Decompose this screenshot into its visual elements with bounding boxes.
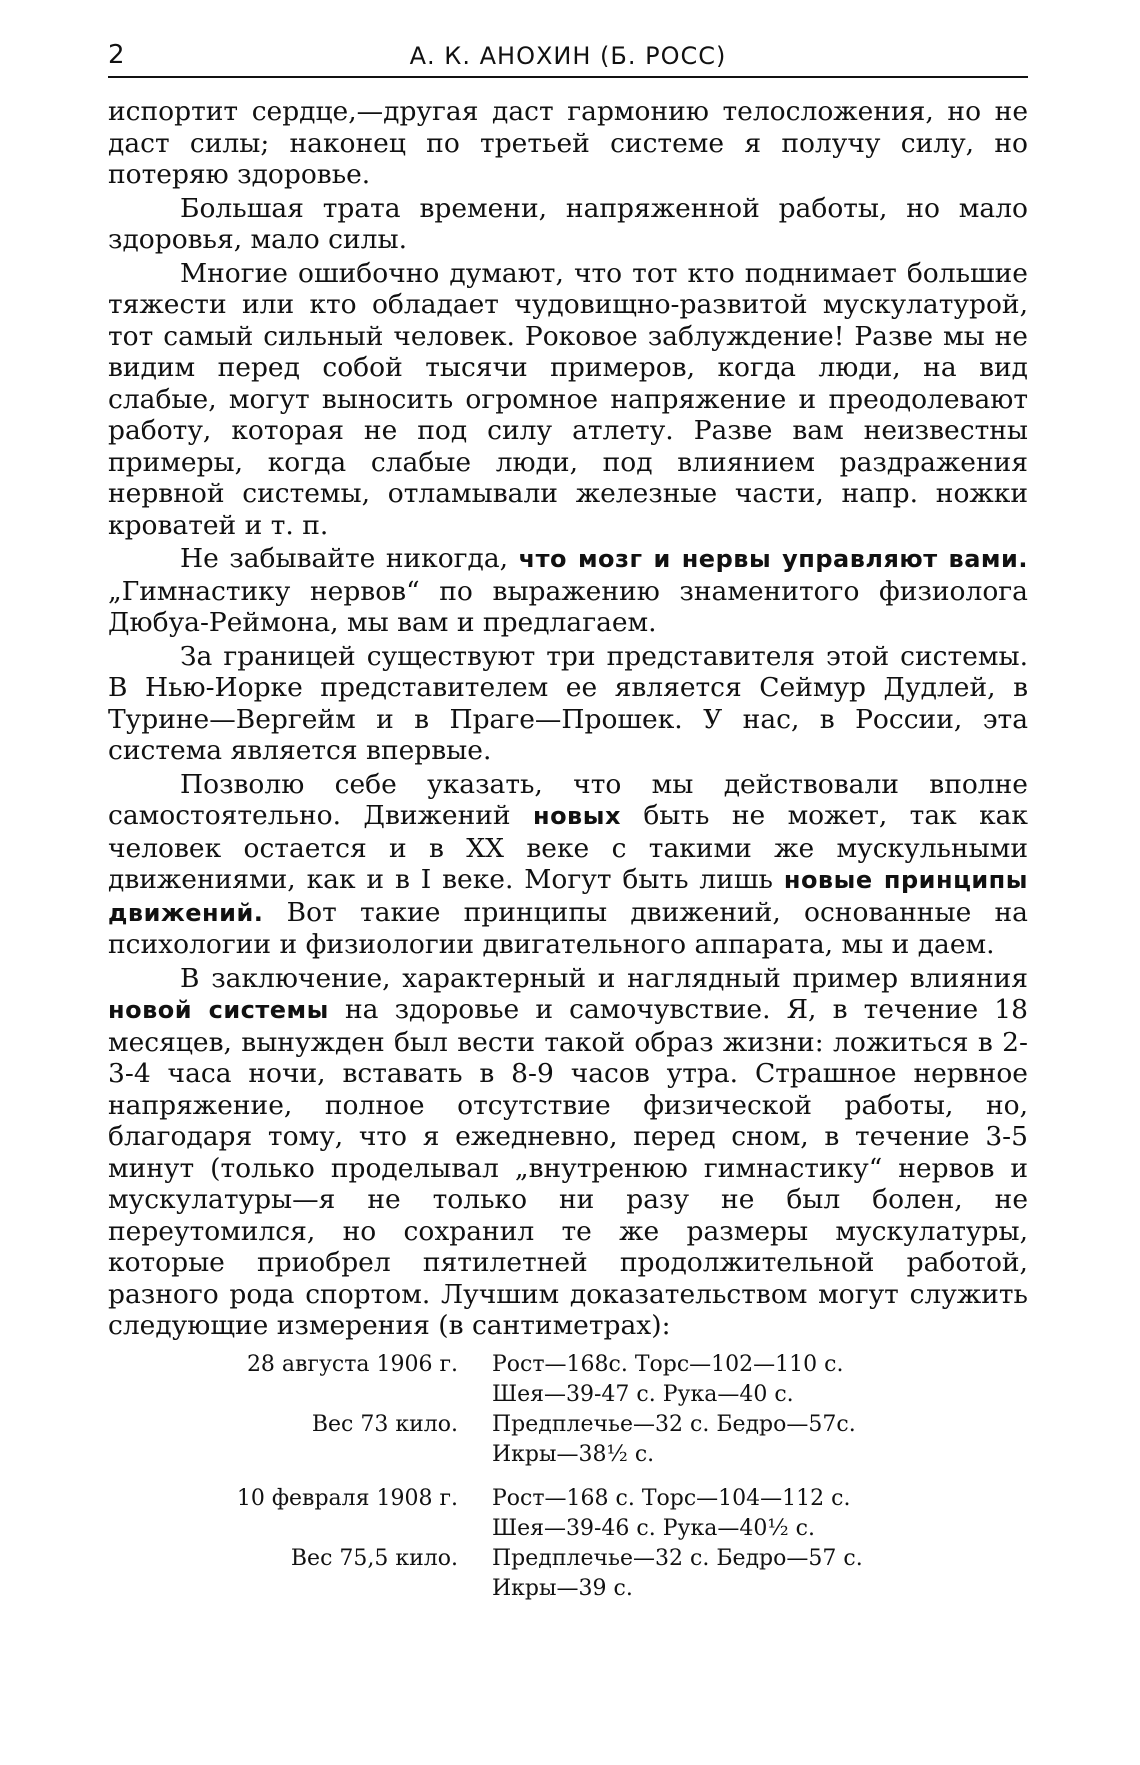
- paragraph-7-emphasis: новой системы: [108, 996, 329, 1024]
- book-page: [108, 36, 1028, 1604]
- measurement-2-line-1: Рост—168 с. Торс—104—112 с.: [492, 1485, 851, 1511]
- paragraph-3: Многие ошибочно думают, что тот кто поднимает большие тяжести или кто обладает чудовищно-развитой мускулатурой, тот самый сильный человек. Роковое заблуждение! Разве мы не видим перед собой тысячи примеров, когда люди, на вид слабые, могут выносить огромное напряжение и преодолевают работу, которая не под силу атлету. Разве вам неизвестны примеры, когда слабые люди, под влиянием раздражения нервной системы, отламывали железные части, напр. ножки кроватей и т. п.: [108, 257, 1028, 541]
- paragraph-1: испортит сердце,—другая даст гармонию телосложения, но не даст силы; наконец по третьей системе я получу силу, но потеряю здоровье.: [108, 96, 1028, 190]
- measurement-2-line-4: Икры—39 с.: [492, 1575, 633, 1601]
- measurement-1-line-1: Рост—168с. Торс—102—110 с.: [492, 1351, 844, 1377]
- running-head: А. К. АНОХИН (Б. РОСС): [409, 42, 727, 70]
- paragraph-6-text-e: Вот такие принципы движений, основанные на психологии и физиологии двигательного аппарата, мы и даем.: [108, 896, 1028, 960]
- paragraph-7: [108, 963, 1028, 1342]
- measurement-2-line-2: Шея—39-46 с. Рука—40½ с.: [492, 1515, 815, 1541]
- measurements-table: [150, 1350, 1028, 1604]
- measurement-2-values: [492, 1484, 872, 1604]
- paragraph-5: За границей существуют три представителя этой системы. В Нью-Иорке представителем ее является Сеймур Дудлей, в Турине—Вергейм и в Праге—Прошек. У нас, в России, эта система является впервые.: [108, 640, 1028, 766]
- page-number: 2: [108, 40, 125, 70]
- page-header: [108, 36, 1028, 78]
- measurement-1-left: [150, 1350, 458, 1470]
- paragraph-6-text-c: быть не может, так как человек остается и в XX веке с такими же мускульными движениями, как и в I веке. Могут быть лишь: [108, 800, 1028, 895]
- paragraph-6-emphasis-new: новых: [532, 802, 621, 830]
- measurement-1-weight: Вес 73 кило.: [311, 1411, 458, 1437]
- paragraph-4-emphasis: что мозг и нервы управляют вами.: [518, 545, 1028, 573]
- paragraph-4-text-c: „Гимнастику нервов“ по выражению знаменитого физиолога Дюбуа-Реймона, мы вам и предлагаем.: [108, 575, 1028, 638]
- paragraph-6: [108, 769, 1028, 961]
- measurement-1-date: 28 августа 1906 г.: [246, 1351, 458, 1377]
- paragraph-4-text-a: Не забывайте никогда,: [180, 543, 509, 574]
- paragraph-7-text-c: на здоровье и самочувствие. Я, в течение 18 месяцев, вынужден был вести такой образ жизни: ложиться в 2-3-4 часа ночи, вставать в 8-9 часов утра. Страшное нервное напряжение, полное отсутствие физической работы, но, благодаря тому, что я ежедневно, перед сном, в течение 3-5 минут (только проделывал „внутренюю гимнастику“ нервов и мускулатуры—я не только ни разу не был болен, не переутомился, но сохранил те же размеры мускулатуры, которые приобрел пятилетней продолжительной работой, разного рода спортом. Лучшим доказательством могут служить следующие измерения (в сантиметрах):: [108, 994, 1028, 1341]
- body-text: [108, 96, 1028, 1342]
- paragraph-6-text-a: Позволю себе указать, что мы действовали вполне самостоятельно. Движений: [108, 768, 1028, 831]
- measurement-2-weight: Вес 75,5 кило.: [290, 1545, 458, 1571]
- paragraph-4: [108, 543, 1028, 639]
- measurement-1-line-2: Шея—39-47 с. Рука—40 с.: [492, 1381, 794, 1407]
- measurement-1-line-4: Икры—38½ с.: [492, 1441, 655, 1467]
- paragraph-6-emphasis-principles: новые принципы движений.: [108, 866, 1028, 927]
- measurement-2-line-3: Предплечье—32 с. Бедро—57 с.: [492, 1545, 863, 1571]
- measurement-2-date: 10 февраля 1908 г.: [236, 1485, 458, 1511]
- measurement-2-left: [150, 1484, 458, 1604]
- paragraph-7-text-a: В заключение, характерный и наглядный пример влияния: [180, 962, 1028, 994]
- measurement-1-values: [492, 1350, 872, 1470]
- measurement-1-line-3: Предплечье—32 с. Бедро—57с.: [492, 1411, 856, 1437]
- paragraph-2: Большая трата времени, напряженной работы, но мало здоровья, мало силы.: [108, 192, 1028, 255]
